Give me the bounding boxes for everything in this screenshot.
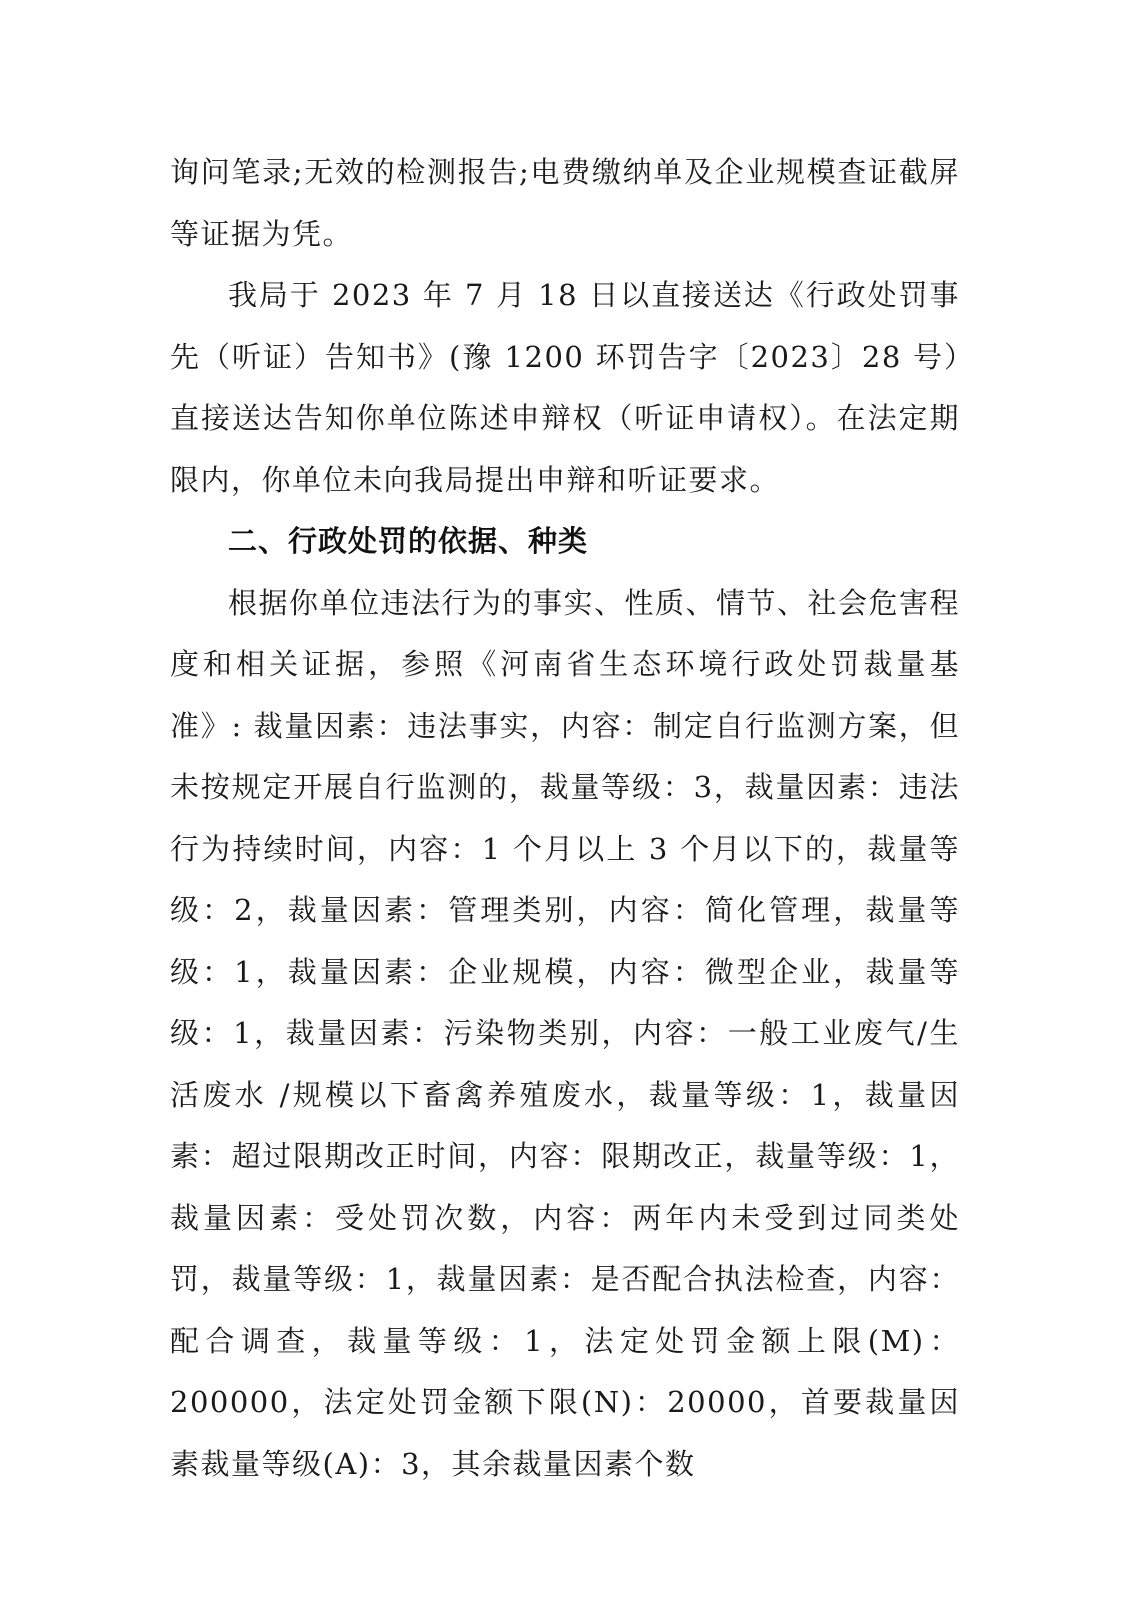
document-body <box>170 142 960 1495</box>
section-heading-basis-and-type: 二、行政处罚的依据、种类 <box>228 524 589 558</box>
paragraph-notice-delivery: 我局于 2023 年 7 月 18 日以直接送达《行政处罚事先（听证）告知书》(豫 1200 环罚告字〔2023〕28 号）直接送达告知你单位陈述申辩权（听证申请权）。在法定期限内，你单位未向我局提出申辩和听证要求。 <box>170 278 960 497</box>
paragraph-discretion-factors: 根据你单位违法行为的事实、性质、情节、社会危害程度和相关证据，参照《河南省生态环境行政处罚裁量基准》: 裁量因素：违法事实，内容：制定自行监测方案，但未按规定开展自行监测的，裁量等级：3，裁量因素：违法行为持续时间，内容：1 个月以上 3 个月以下的，裁量等级：2，裁量因素：管理类别，内容：简化管理，裁量等级：1，裁量因素：企业规模，内容：微型企业，裁量等级：1，裁量因素：污染物类别，内容：一般工业废气/生活废水 /规模以下畜禽养殖废水，裁量等级：1，裁量因素：超过限期改正时间，内容：限期改正，裁量等级：1，裁量因素：受处罚次数，内容：两年内未受到过同类处罚，裁量等级：1，裁量因素：是否配合执法检查，内容：配合调查，裁量等级：1，法定处罚金额上限(M)：200000，法定处罚金额下限(N)：20000，首要裁量因素裁量等级(A)：3，其余裁量因素个数 <box>170 585 961 1481</box>
paragraph-evidence-list: 询问笔录;无效的检测报告;电费缴纳单及企业规模查证截屏等证据为凭。 <box>170 155 960 251</box>
